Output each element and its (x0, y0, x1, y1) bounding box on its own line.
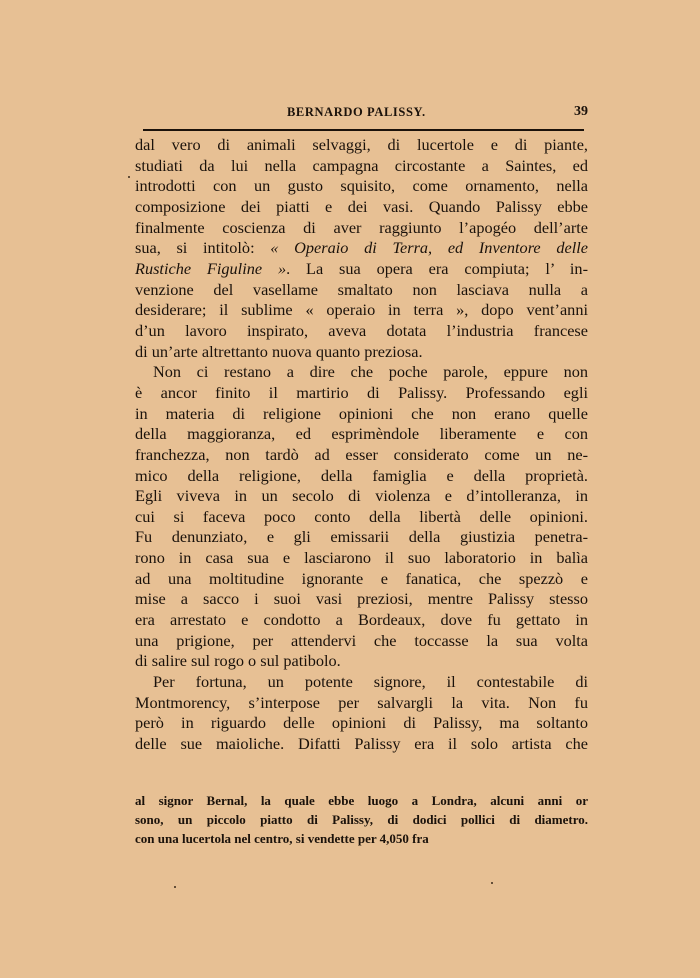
text-line: Montmorency, s’interpose per salvargli la vita. Non fu (135, 692, 588, 712)
text-line: finalmente coscienza di aver raggiunto l’apogéo dell’arte (135, 217, 588, 237)
text-line: mico della religione, della famiglia e della proprietà. (135, 465, 588, 485)
body-text (135, 135, 588, 755)
text-line: d’un lavoro inspirato, aveva dotata l’industria francese (135, 320, 588, 340)
text-line: però in riguardo delle opinioni di Palissy, ma soltanto (135, 713, 588, 733)
text-line: Per fortuna, un potente signore, il contestabile di (153, 672, 588, 692)
header-rule (143, 129, 584, 131)
footnote-line: al signor Bernal, la quale ebbe luogo a Londra, alcuni anni or (135, 793, 588, 808)
paper-speck (128, 176, 130, 178)
footnote (135, 791, 588, 848)
text-run: sua, si intitolò: (135, 238, 271, 258)
text-line: ad una moltitudine ignorante e fanatica, che spezzò e (135, 568, 588, 588)
text-line (135, 259, 588, 280)
text-line (135, 238, 588, 259)
text-line: venzione del vasellame smaltato non lasciava nulla a (135, 279, 588, 299)
italic-title: « Operaio di Terra, ed Inventore delle (270, 238, 588, 258)
text-run: . La sua opera era compiuta; l’ in- (286, 258, 588, 278)
text-line: franchezza, non tardò ad esser considerato come un ne- (135, 444, 588, 464)
text-line: Fu denunziato, e gli emissarii della giustizia penetra- (135, 527, 588, 547)
footnote-line: con una lucertola nel centro, si vendette per 4,050 fra (135, 831, 429, 846)
text-line: Non ci restano a dire che poche parole, eppure non (153, 362, 588, 382)
text-line: composizione dei piatti e dei vasi. Quando Palissy ebbe (135, 196, 588, 216)
text-line: mise a sacco i suoi vasi preziosi, mentre Palissy stesso (135, 589, 588, 609)
text-line: delle sue maioliche. Difatti Palissy era il solo artista che (135, 734, 588, 754)
paper-speck (491, 882, 493, 884)
page-header (135, 105, 588, 125)
footnote-line: sono, un piccolo piatto di Palissy, di dodici pollici di diametro. (135, 812, 588, 827)
text-line: introdotti con un gusto squisito, come ornamento, nella (135, 176, 588, 196)
text-line: di salire sul rogo o sul patibolo. (135, 651, 341, 671)
text-line: cui si faceva poco conto della libertà delle opinioni. (135, 506, 588, 526)
text-line: rono in casa sua e lasciarono il suo laboratorio in balìa (135, 548, 588, 568)
text-line: una prigione, per attendervi che toccasse la sua volta (135, 630, 588, 650)
text-line: è ancor finito il martirio di Palissy. Professando egli (135, 382, 588, 402)
text-line: desiderare; il sublime « operaio in terra », dopo vent’anni (135, 300, 588, 320)
italic-title: Rustiche Figuline » (135, 258, 287, 278)
page-number: 39 (574, 104, 588, 119)
running-head: BERNARDO PALISSY. (287, 105, 426, 119)
text-line: di un’arte altrettanto nuova quanto preziosa. (135, 341, 423, 361)
text-line: era arrestato e condotto a Bordeaux, dove fu gettato in (135, 610, 588, 630)
text-line: della maggioranza, ed esprimèndole liberamente e con (135, 424, 588, 444)
text-line: dal vero di animali selvaggi, di lucertole e di piante, (135, 135, 588, 154)
text-line: Egli viveva in un secolo di violenza e d’intolleranza, in (135, 486, 588, 506)
paper-speck (174, 886, 176, 888)
text-line: studiati da lui nella campagna circostante a Saintes, ed (135, 155, 588, 175)
text-line: in materia di religione opinioni che non erano quelle (135, 403, 588, 423)
